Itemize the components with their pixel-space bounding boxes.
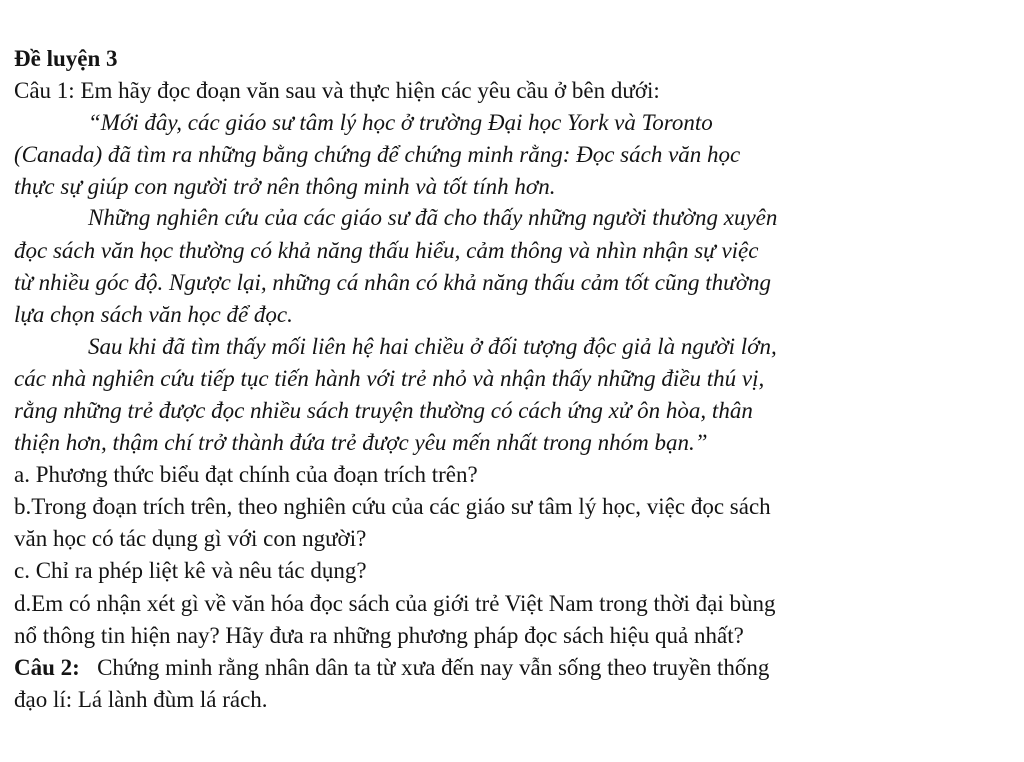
task-d-line1: d.Em có nhận xét gì về văn hóa đọc sách của giới trẻ Việt Nam trong thời đại bùng [14,591,776,616]
question-2-line1 [14,653,769,683]
passage-line: “Mới đây, các giáo sư tâm lý học ở trường Đại học York và Toronto [88,110,713,135]
question-2-line2: đạo lí: Lá lành đùm lá rách. [14,687,268,712]
passage-line: (Canada) đã tìm ra những bằng chứng để chứng minh rằng: Đọc sách văn học [14,142,741,167]
passage-line: đọc sách văn học thường có khả năng thấu hiểu, cảm thông và nhìn nhận sự việc [14,238,759,263]
passage-line: các nhà nghiên cứu tiếp tục tiến hành với trẻ nhỏ và nhận thấy những điều thú vị, [14,366,765,391]
passage-line: từ nhiều góc độ. Ngược lại, những cá nhân có khả năng thấu cảm tốt cũng thường [14,270,771,295]
task-c: c. Chỉ ra phép liệt kê và nêu tác dụng? [14,558,367,583]
passage-line: lựa chọn sách văn học để đọc. [14,302,293,327]
task-d-line2: nổ thông tin hiện nay? Hãy đưa ra những phương pháp đọc sách hiệu quả nhất? [14,623,744,648]
passage-line: Những nghiên cứu của các giáo sư đã cho thấy những người thường xuyên [88,205,778,230]
passage-line: thiện hơn, thậm chí trở thành đứa trẻ được yêu mến nhất trong nhóm bạn.” [14,430,708,455]
passage-line: Sau khi đã tìm thấy mối liên hệ hai chiều ở đối tượng độc giả là người lớn, [88,334,777,359]
exam-title: Đề luyện 3 [14,46,118,71]
question-1-prompt: Câu 1: Em hãy đọc đoạn văn sau và thực hiện các yêu cầu ở bên dưới: [14,78,660,103]
question-2-text: Chứng minh rằng nhân dân ta từ xưa đến nay vẫn sống theo truyền thống [97,655,770,680]
task-b-line2: văn học có tác dụng gì với con người? [14,526,367,551]
question-2-label: Câu 2: [14,655,80,680]
passage-line: rằng những trẻ được đọc nhiều sách truyện thường có cách ứng xử ôn hòa, thân [14,398,753,423]
passage-line: thực sự giúp con người trở nên thông minh và tốt tính hơn. [14,174,556,199]
task-a: a. Phương thức biểu đạt chính của đoạn trích trên? [14,462,478,487]
task-b-line1: b.Trong đoạn trích trên, theo nghiên cứu của các giáo sư tâm lý học, việc đọc sách [14,494,771,519]
